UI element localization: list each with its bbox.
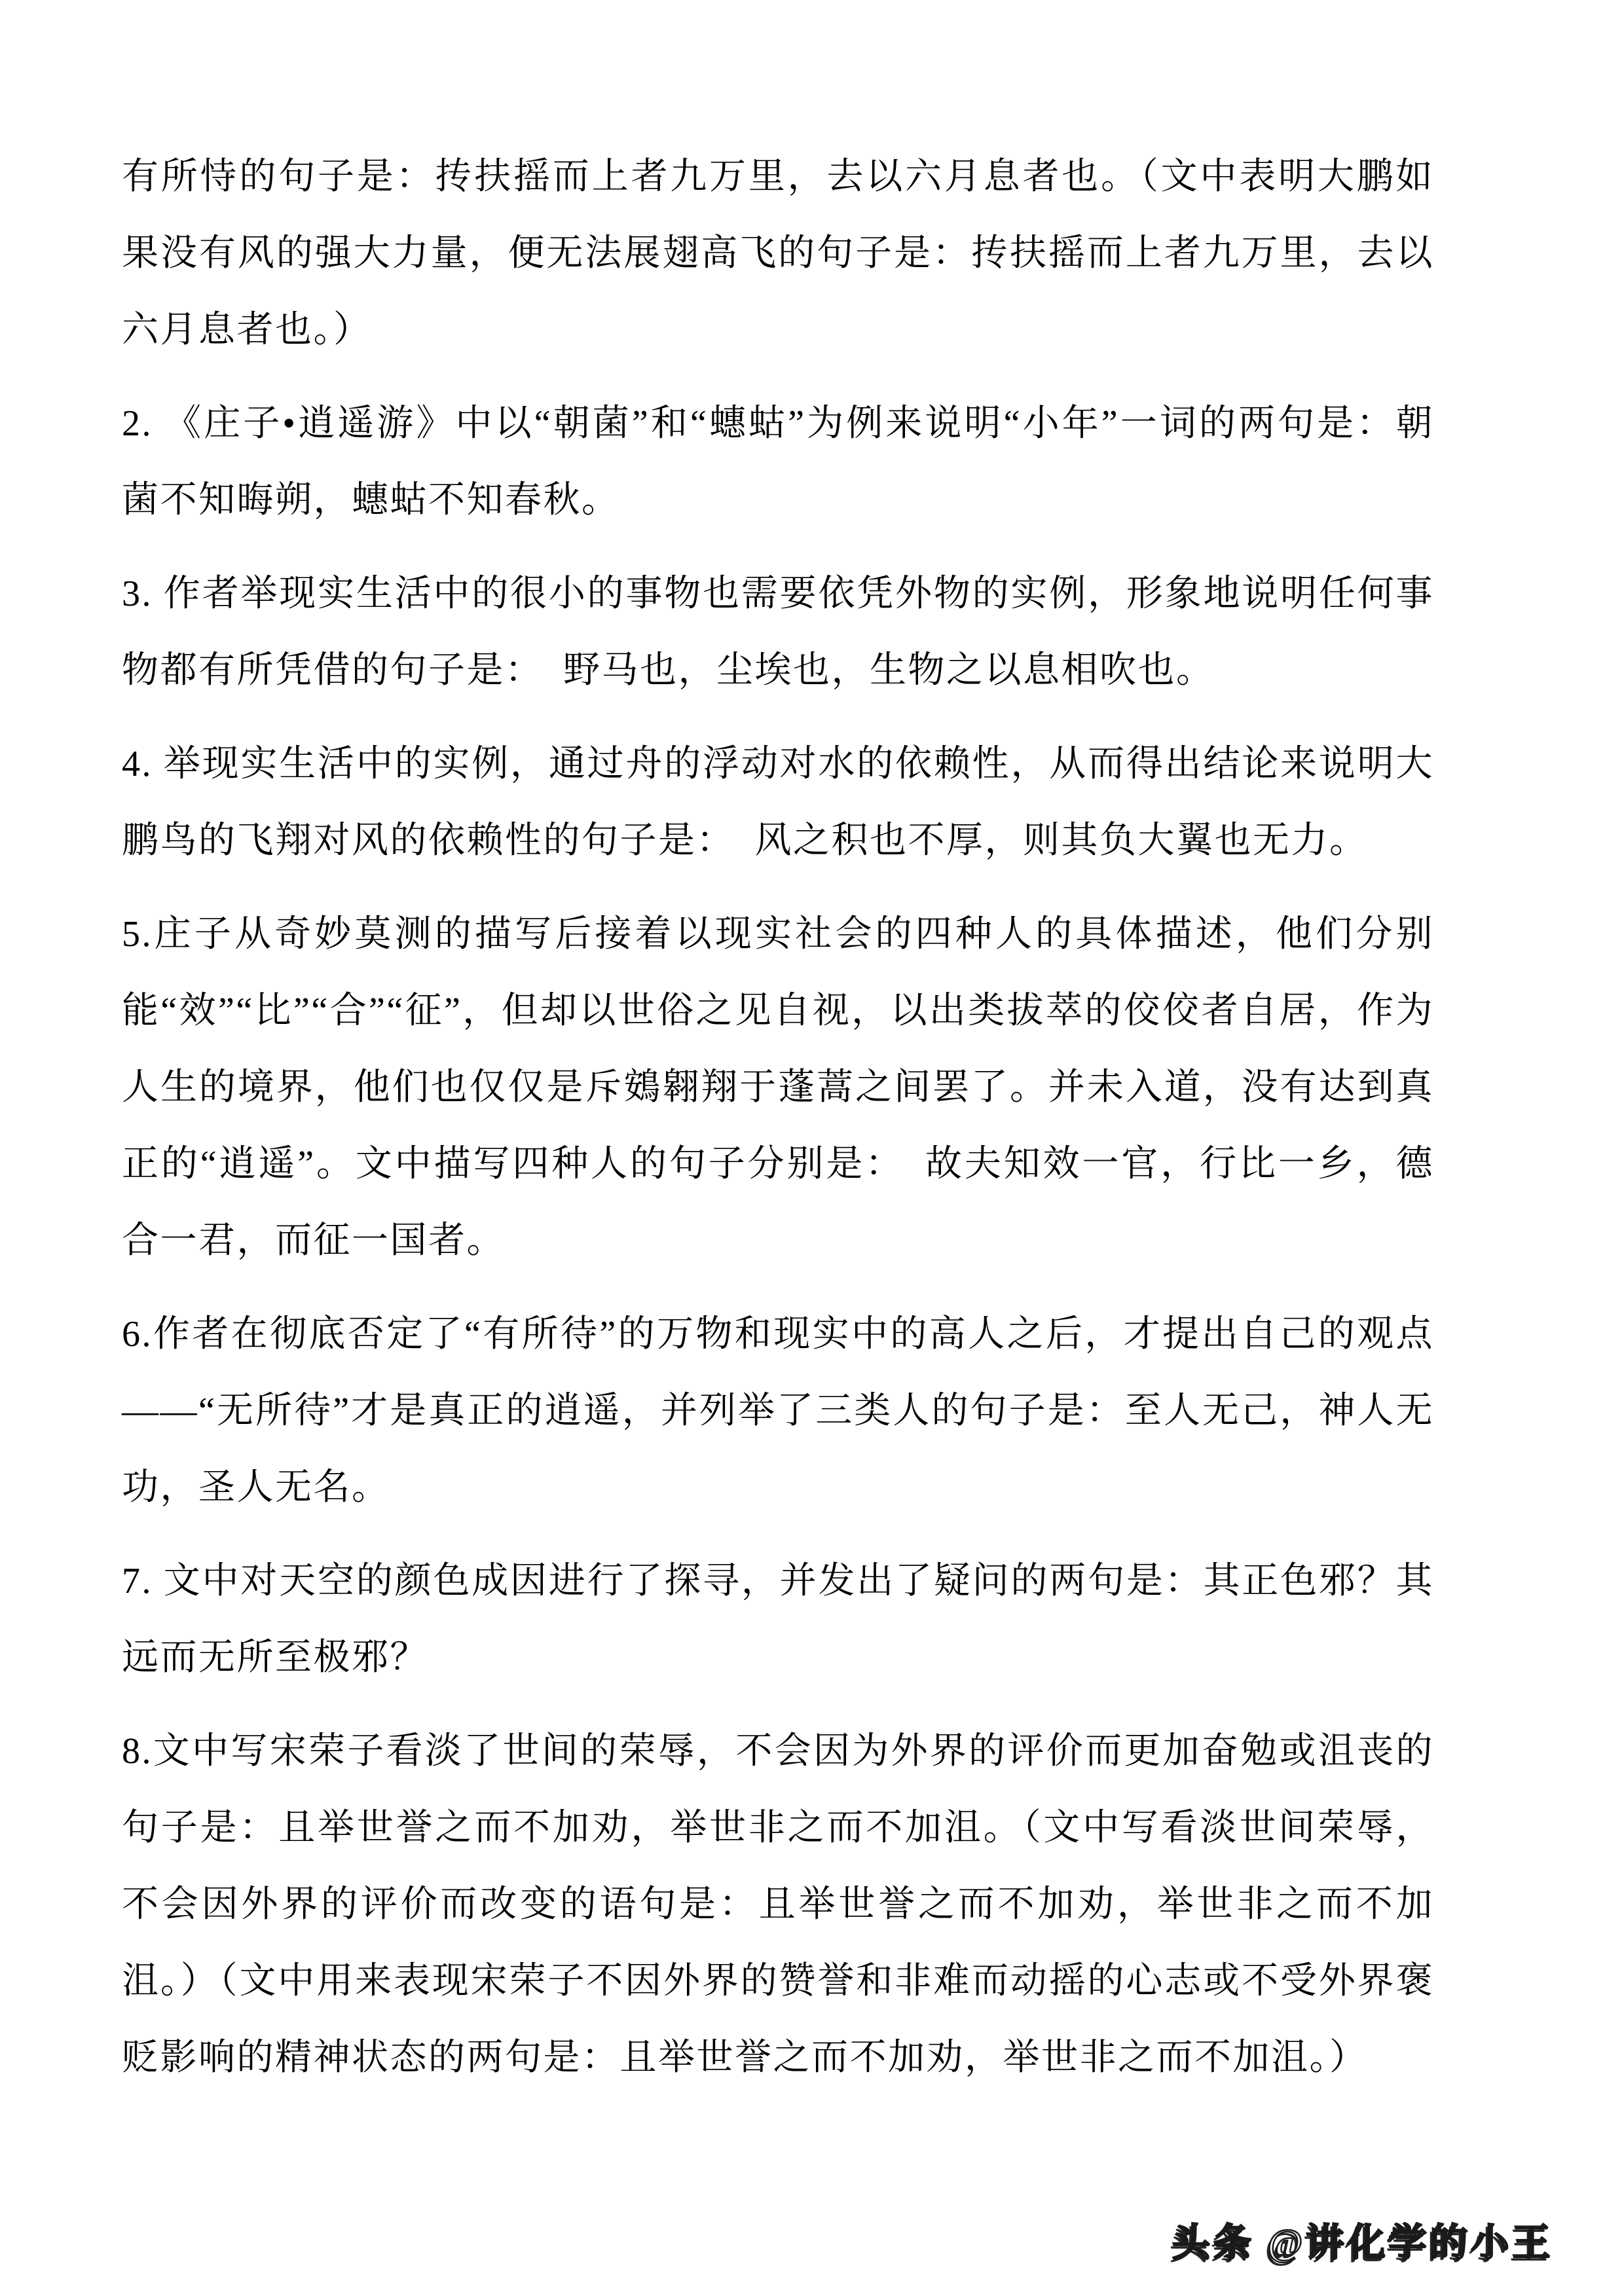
watermark: 头条 @讲化学的小王: [1172, 2221, 1554, 2264]
paragraph-item2: 2. 《庄子•逍遥游》中以“朝菌”和“蟪蛄”为例来说明“小年”一词的两句是：朝菌不知晦朔，蟪蛄不知春秋。: [122, 403, 1434, 520]
paragraph-item8: 8.文中写宋荣子看淡了世间的荣辱，不会因为外界的评价而更加奋勉或沮丧的句子是：且举世誉之而不加劝，举世非之而不加沮。（文中写看淡世间荣辱，不会因外界的评价而改变的语句是：且举世誉之而不加劝，举世非之而不加沮。）（文中用来表现宋荣子不因外界的赞誉和非难而动摇的心志或不受外界褒贬影响的精神状态的两句是：且举世誉之而不加劝，举世非之而不加沮。）: [122, 1731, 1434, 2078]
paragraph-item5: 5.庄子从奇妙莫测的描写后接着以现实社会的四种人的具体描述，他们分别能“效”“比”“合”“征”，但却以世俗之见自视，以出类拔萃的佼佼者自居，作为人生的境界，他们也仅仅是斥鴳翱翔于蓬蒿之间罢了。并未入道，没有达到真正的“逍遥”。文中描写四种人的句子分别是： 故夫知效一官，行比一乡，德合一君，而征一国者。: [122, 914, 1434, 1261]
paragraph-item3: 3. 作者举现实生活中的很小的事物也需要依凭外物的实例，形象地说明任何事物都有所凭借的句子是： 野马也，尘埃也，生物之以息相吹也。: [122, 574, 1434, 691]
paragraph-item4: 4. 举现实生活中的实例，通过舟的浮动对水的依赖性，从而得出结论来说明大鹏鸟的飞翔对风的依赖性的句子是： 风之积也不厚，则其负大翼也无力。: [122, 744, 1434, 861]
paragraph-item7: 7. 文中对天空的颜色成因进行了探寻，并发出了疑问的两句是：其正色邪？其远而无所至极邪？: [122, 1561, 1434, 1678]
document-content: [122, 139, 1434, 2113]
paragraph-item6: 6.作者在彻底否定了“有所待”的万物和现实中的高人之后，才提出自己的观点——“无所待”才是真正的逍遥，并列举了三类人的句子是：至人无己，神人无功，圣人无名。: [122, 1314, 1434, 1508]
paragraph-item1-continuation: 有所恃的句子是：抟扶摇而上者九万里，去以六月息者也。（文中表明大鹏如果没有风的强大力量，便无法展翅高飞的句子是：抟扶摇而上者九万里，去以六月息者也。）: [122, 156, 1434, 350]
